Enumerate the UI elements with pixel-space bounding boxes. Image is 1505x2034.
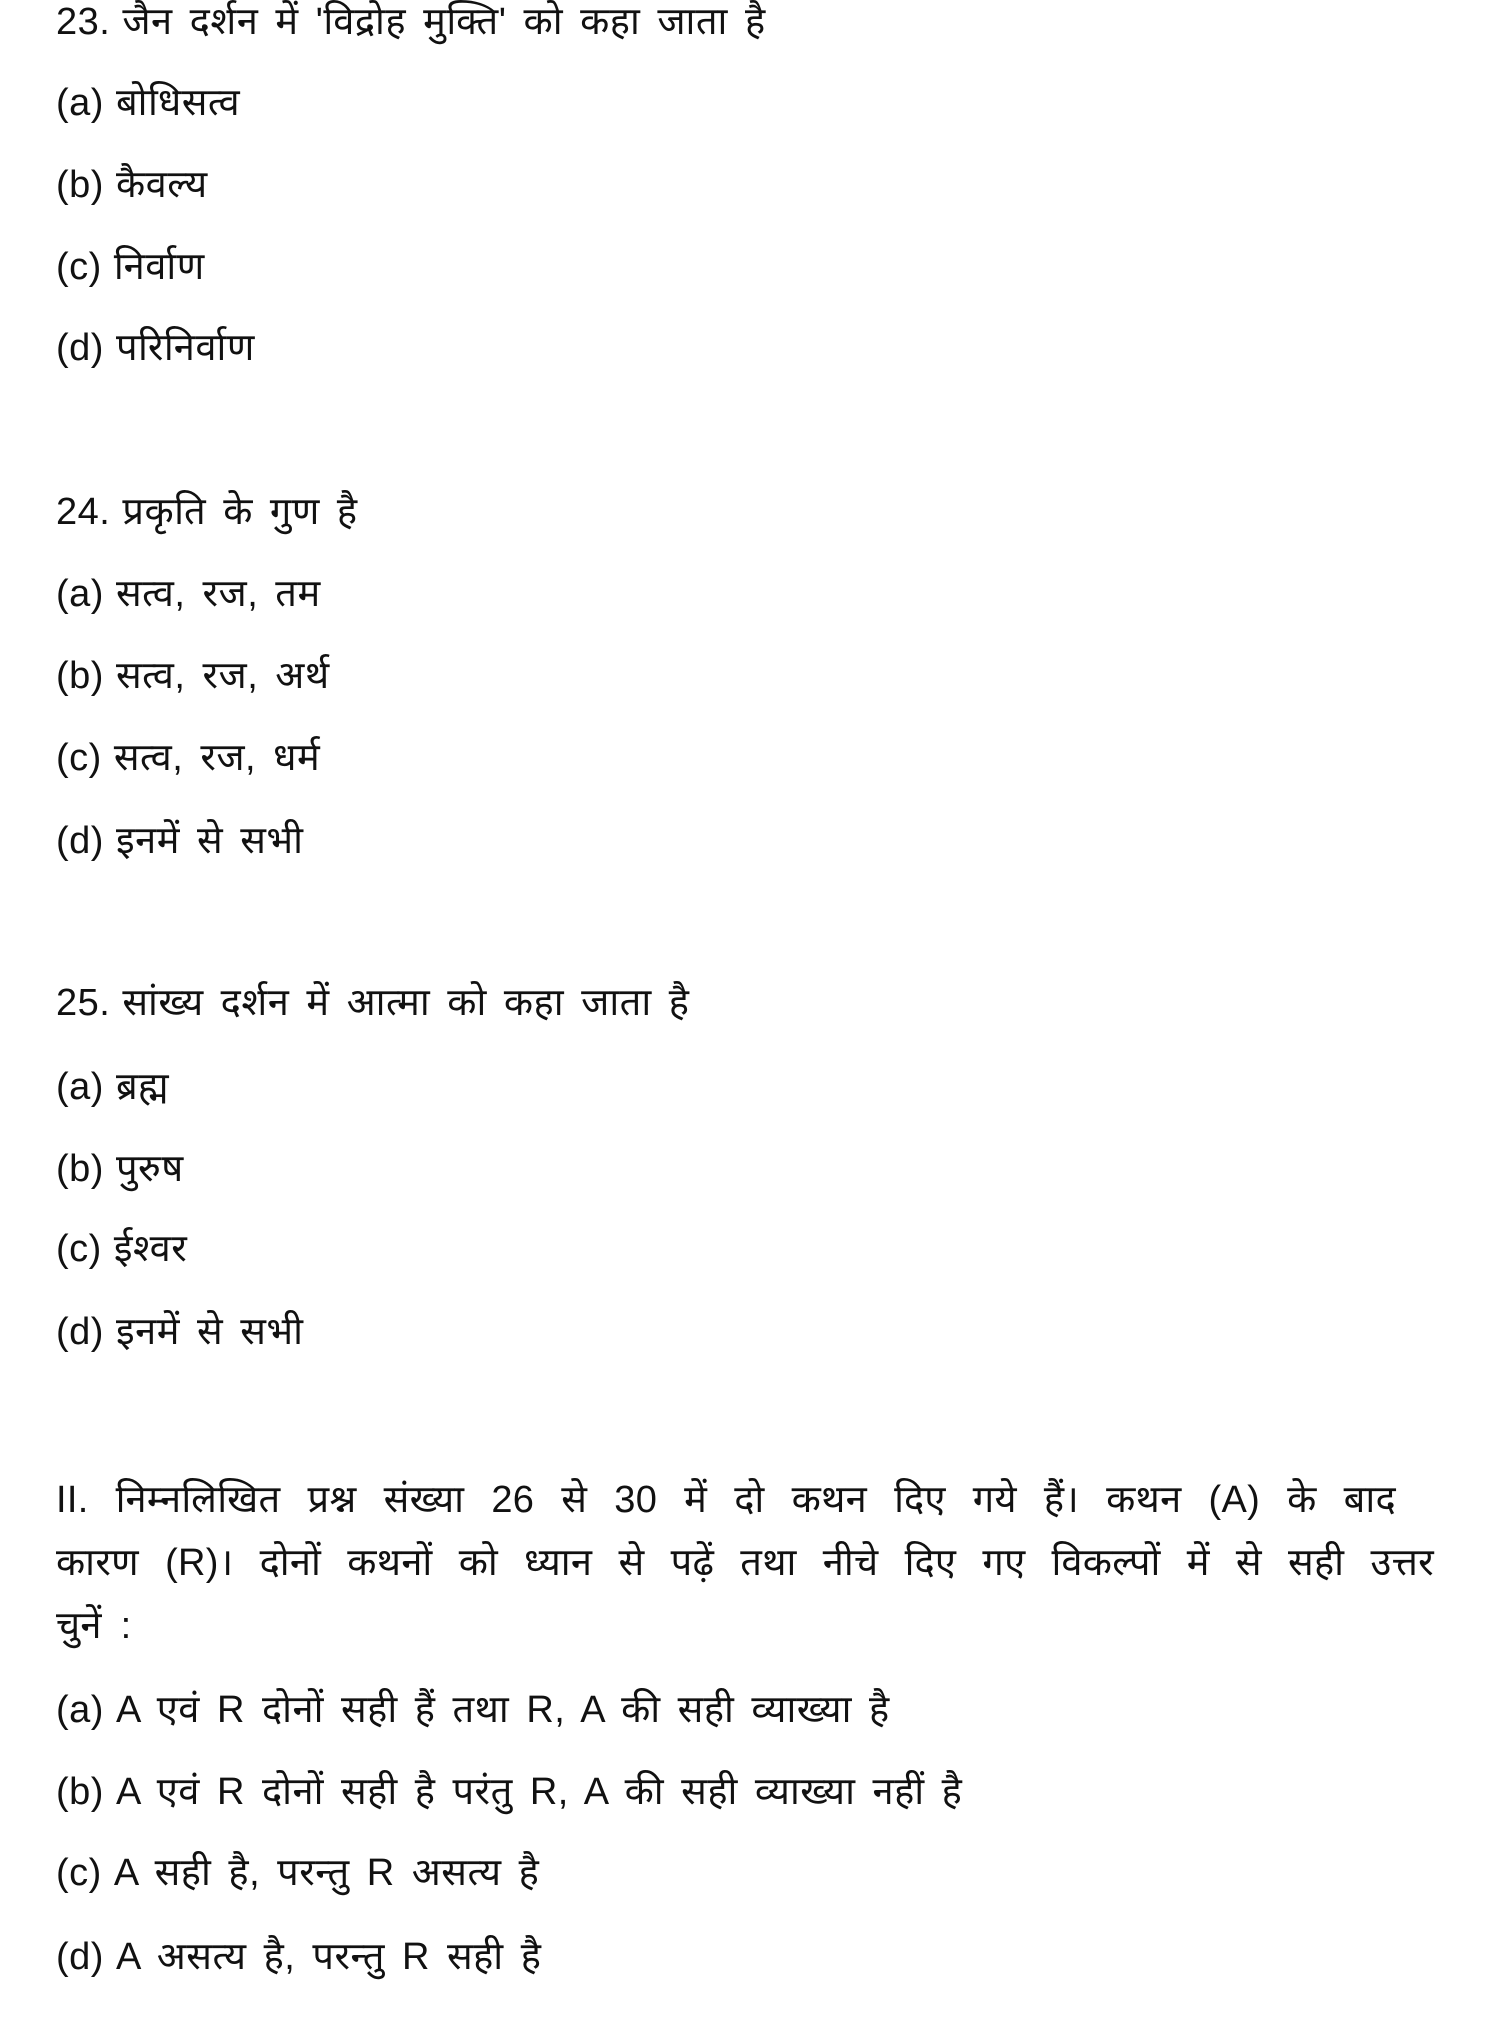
section-ii-instruction-line-2: कारण (R)। दोनों कथनों को ध्यान से पढ़ें तथा नीचे दिए गए विकल्पों में से सही उत्तर bbox=[56, 1542, 1434, 1584]
option-text: ईश्वर bbox=[113, 1228, 188, 1270]
question-24-option-a bbox=[56, 569, 321, 619]
option-text: परिनिर्वाण bbox=[115, 327, 255, 369]
section-ii-option-d bbox=[56, 1932, 541, 1982]
option-text: सत्व, रज, अर्थ bbox=[115, 655, 330, 697]
question-25-stem bbox=[56, 978, 689, 1028]
option-label: (a) bbox=[56, 1066, 104, 1108]
question-23-option-c bbox=[56, 242, 205, 292]
option-label: (c) bbox=[56, 246, 102, 288]
option-text: पुरुष bbox=[115, 1148, 184, 1190]
option-label: (b) bbox=[56, 164, 104, 206]
question-24-option-d bbox=[56, 816, 303, 866]
question-25-option-c bbox=[56, 1224, 187, 1274]
option-text: A एवं R दोनों सही हैं तथा R, A की सही व्याख्या है bbox=[115, 1689, 890, 1731]
option-text: बोधिसत्व bbox=[115, 82, 241, 124]
option-text: A एवं R दोनों सही है परंतु R, A की सही व्याख्या नहीं है bbox=[115, 1771, 963, 1813]
question-text: सांख्य दर्शन में आत्मा को कहा जाता है bbox=[122, 982, 690, 1024]
question-25-option-a bbox=[56, 1062, 169, 1112]
option-label: (d) bbox=[56, 327, 104, 369]
section-ii-option-b bbox=[56, 1767, 962, 1817]
question-23-stem bbox=[56, 0, 766, 47]
option-label: (b) bbox=[56, 1771, 104, 1813]
option-label: (d) bbox=[56, 820, 104, 862]
option-text: सत्व, रज, तम bbox=[115, 573, 321, 615]
option-text: निर्वाण bbox=[113, 246, 205, 288]
question-number: 23. bbox=[56, 1, 111, 43]
option-text: A असत्य है, परन्तु R सही है bbox=[115, 1936, 542, 1978]
option-text: ब्रह्म bbox=[115, 1066, 170, 1108]
option-label: (a) bbox=[56, 573, 104, 615]
question-number: 25. bbox=[56, 982, 111, 1024]
option-label: (d) bbox=[56, 1311, 104, 1353]
section-ii-option-a bbox=[56, 1685, 890, 1735]
option-text: सत्व, रज, धर्म bbox=[113, 737, 321, 779]
option-label: (d) bbox=[56, 1936, 104, 1978]
option-label: (c) bbox=[56, 1852, 102, 1894]
option-text: A सही है, परन्तु R असत्य है bbox=[113, 1852, 540, 1894]
option-label: (c) bbox=[56, 1228, 102, 1270]
section-ii-option-c bbox=[56, 1848, 539, 1898]
option-text: इनमें से सभी bbox=[115, 1311, 304, 1353]
question-25-option-b bbox=[56, 1144, 184, 1194]
option-label: (c) bbox=[56, 737, 102, 779]
option-label: (a) bbox=[56, 1689, 104, 1731]
question-number: 24. bbox=[56, 491, 111, 533]
question-24-option-c bbox=[56, 733, 320, 783]
section-ii-instruction-line-1: II. निम्नलिखित प्रश्न संख्या 26 से 30 में दो कथन दिए गये हैं। कथन (A) के बाद bbox=[56, 1479, 1396, 1521]
question-24-option-b bbox=[56, 651, 330, 701]
option-text: इनमें से सभी bbox=[115, 820, 304, 862]
section-ii-instruction-line-3: चुनें : bbox=[56, 1605, 132, 1647]
option-label: (b) bbox=[56, 655, 104, 697]
question-23-option-a bbox=[56, 78, 240, 128]
question-text: जैन दर्शन में 'विद्रोह मुक्ति' को कहा जाता है bbox=[122, 1, 766, 43]
question-23-option-d bbox=[56, 323, 255, 373]
question-text: प्रकृति के गुण है bbox=[122, 491, 358, 533]
option-label: (b) bbox=[56, 1148, 104, 1190]
question-24-stem bbox=[56, 487, 358, 537]
option-text: कैवल्य bbox=[115, 164, 208, 206]
question-25-option-d bbox=[56, 1307, 303, 1357]
option-label: (a) bbox=[56, 82, 104, 124]
question-23-option-b bbox=[56, 160, 208, 210]
